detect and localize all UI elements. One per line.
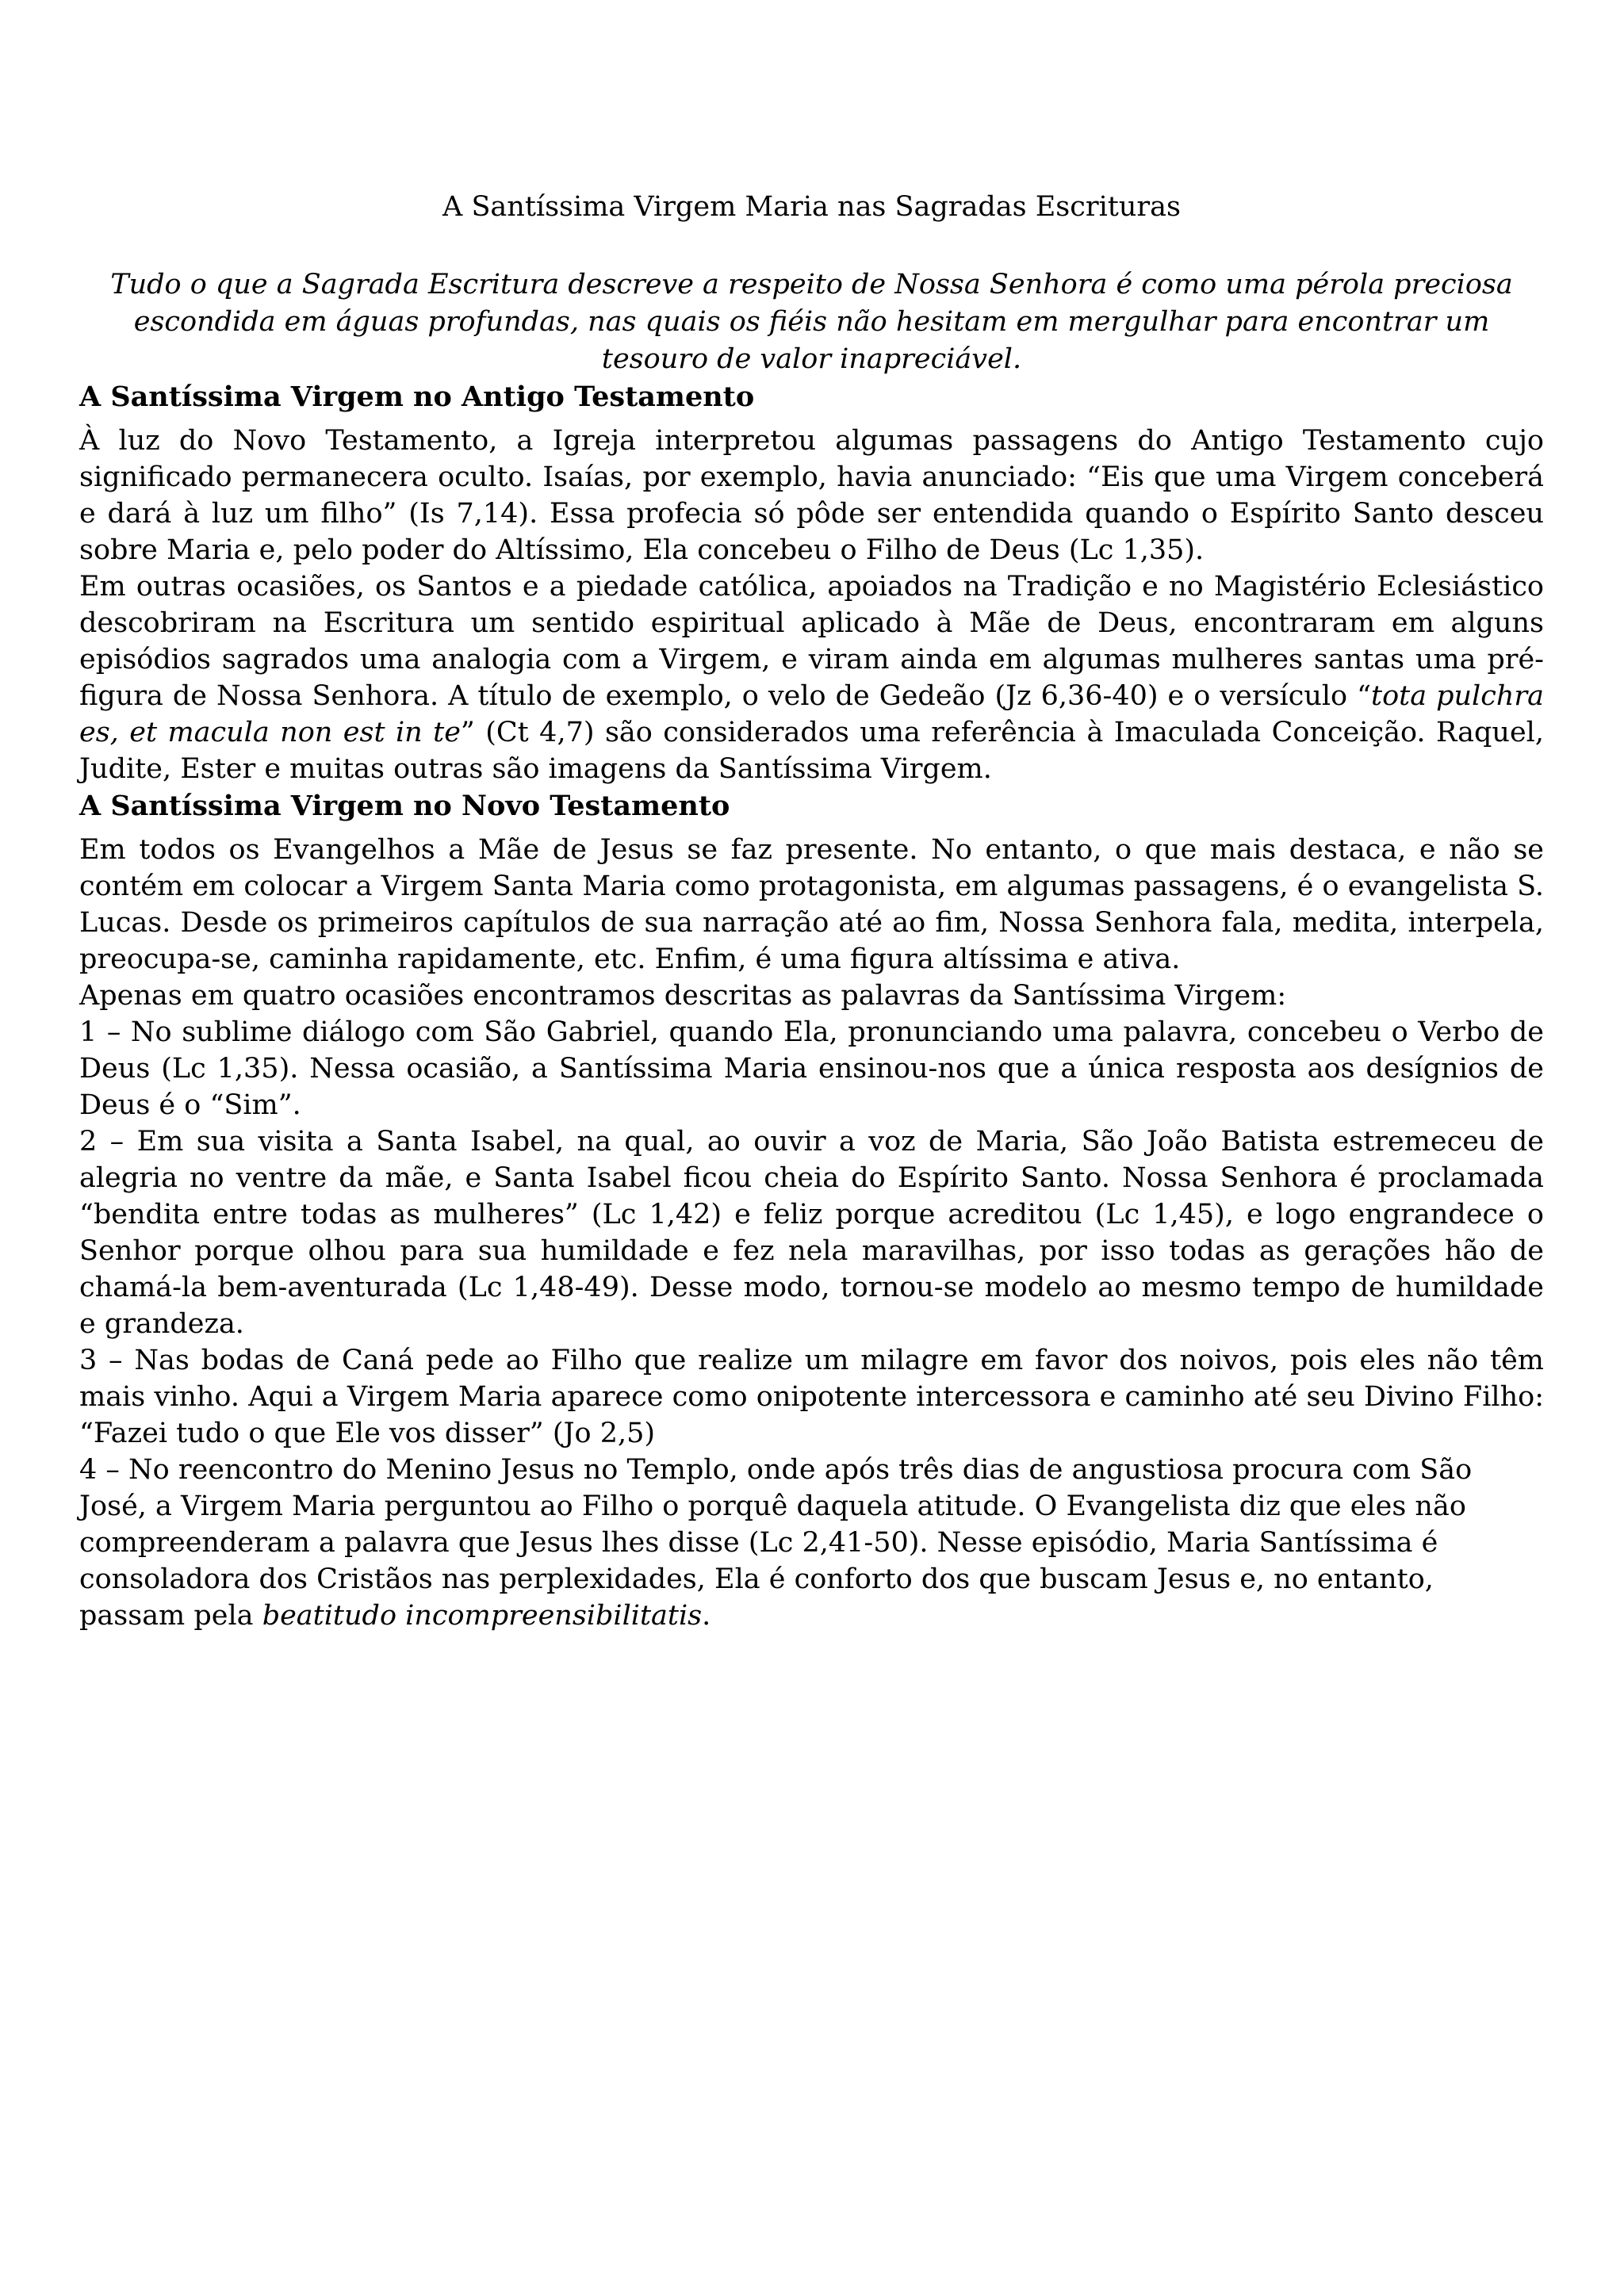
list-item-1: 1 – No sublime diálogo com São Gabriel, quando Ela, pronunciando uma palavra, concebeu o Verbo de Deus (Lc 1,35). Nessa ocasião, a Santíssima Maria ensinou-nos que a única resposta aos desígnios de Deus é o “Sim”. [79, 1016, 1544, 1121]
paragraph: Apenas em quatro ocasiões encontramos descritas as palavras da Santíssima Virgem: [79, 980, 1287, 1012]
paragraph-text: . [702, 1600, 711, 1632]
section-heading-new-testament: A Santíssima Virgem no Novo Testamento [79, 790, 730, 822]
list-item-4 [79, 1452, 1544, 1634]
list-item-2: 2 – Em sua visita a Santa Isabel, na qual, ao ouvir a voz de Maria, São João Batista estremeceu de alegria no ventre da mãe, e Santa Isabel ficou cheia do Espírito Santo. Nossa Senhora é proclamada “bendita entre todas as mulheres” (Lc 1,42) e feliz porque acreditou (Lc 1,45), e logo engrandece o Senhor porque olhou para sua humildade e fez nela maravilhas, por isso todas as gerações hão de chamá-la bem-aventurada (Lc 1,48-49). Desse modo, tornou-se modelo ao mesmo tempo de humildade e grandeza. [79, 1126, 1544, 1340]
epigraph: Tudo o que a Sagrada Escritura descreve a respeito de Nossa Senhora é como uma pérola preciosa escondida em águas profundas, nas quais os fiéis não hesitam em mergulhar para encontrar um tesouro de valor inapreciável. [110, 269, 1513, 375]
latin-phrase: beatitudo incompreensibilitatis [262, 1600, 703, 1632]
paragraph-text: ” (Ct 4,7) são considerados uma referência à Imaculada Conceição. Raquel, Judite, Ester e muitas outras são imagens da Santíssima Virgem. [79, 717, 1544, 785]
paragraph-text: 4 – No reencontro do Menino Jesus no Templo, onde após três dias de angustiosa procura com São José, a Virgem Maria perguntou ao Filho o porquê daquela atitude. O Evangelista diz que eles não compreenderam a palavra que Jesus lhes disse (Lc 2,41-50). Nesse episódio, Maria Santíssima é consoladora dos Cristãos nas perplexidades, Ela é conforto dos que buscam Jesus e, no entanto, passam pela [79, 1454, 1473, 1632]
list-item-3: 3 – Nas bodas de Caná pede ao Filho que realize um milagre em favor dos noivos, pois eles não têm mais vinho. Aqui a Virgem Maria aparece como onipotente intercessora e caminho até seu Divino Filho: “Fazei tudo o que Ele vos disser” (Jo 2,5) [79, 1345, 1544, 1449]
section-heading-old-testament: A Santíssima Virgem no Antigo Testamento [79, 381, 755, 413]
paragraph: À luz do Novo Testamento, a Igreja interpretou algumas passagens do Antigo Testamento cujo significado permanecera oculto. Isaías, por exemplo, havia anunciado: “Eis que uma Virgem conceberá e dará à luz um filho” (Is 7,14). Essa profecia só pôde ser entendida quando o Espírito Santo desceu sobre Maria e, pelo poder do Altíssimo, Ela concebeu o Filho de Deus (Lc 1,35). [79, 425, 1544, 566]
document-body [79, 189, 1544, 1634]
document-title: A Santíssima Virgem Maria nas Sagradas Escrituras [442, 191, 1181, 223]
paragraph [79, 568, 1544, 787]
paragraph: Em todos os Evangelhos a Mãe de Jesus se faz presente. No entanto, o que mais destaca, e não se contém em colocar a Virgem Santa Maria como protagonista, em algumas passagens, é o evangelista S. Lucas. Desde os primeiros capítulos de sua narração até ao fim, Nossa Senhora fala, medita, interpela, preocupa-se, caminha rapidamente, etc. Enfim, é uma figura altíssima e ativa. [79, 834, 1544, 975]
paragraph-text: Em outras ocasiões, os Santos e a piedade católica, apoiados na Tradição e no Magistério Eclesiástico descobriram na Escritura um sentido espiritual aplicado à Mãe de Deus, encontraram em alguns episódios sagrados uma analogia com a Virgem, e viram ainda em algumas mulheres santas uma pré-figura de Nossa Senhora. A título de exemplo, o velo de Gedeão (Jz 6,36-40) e o versículo “ [79, 571, 1544, 712]
latin-quote: tota pulchra es, et macula non est in te [79, 680, 1544, 748]
